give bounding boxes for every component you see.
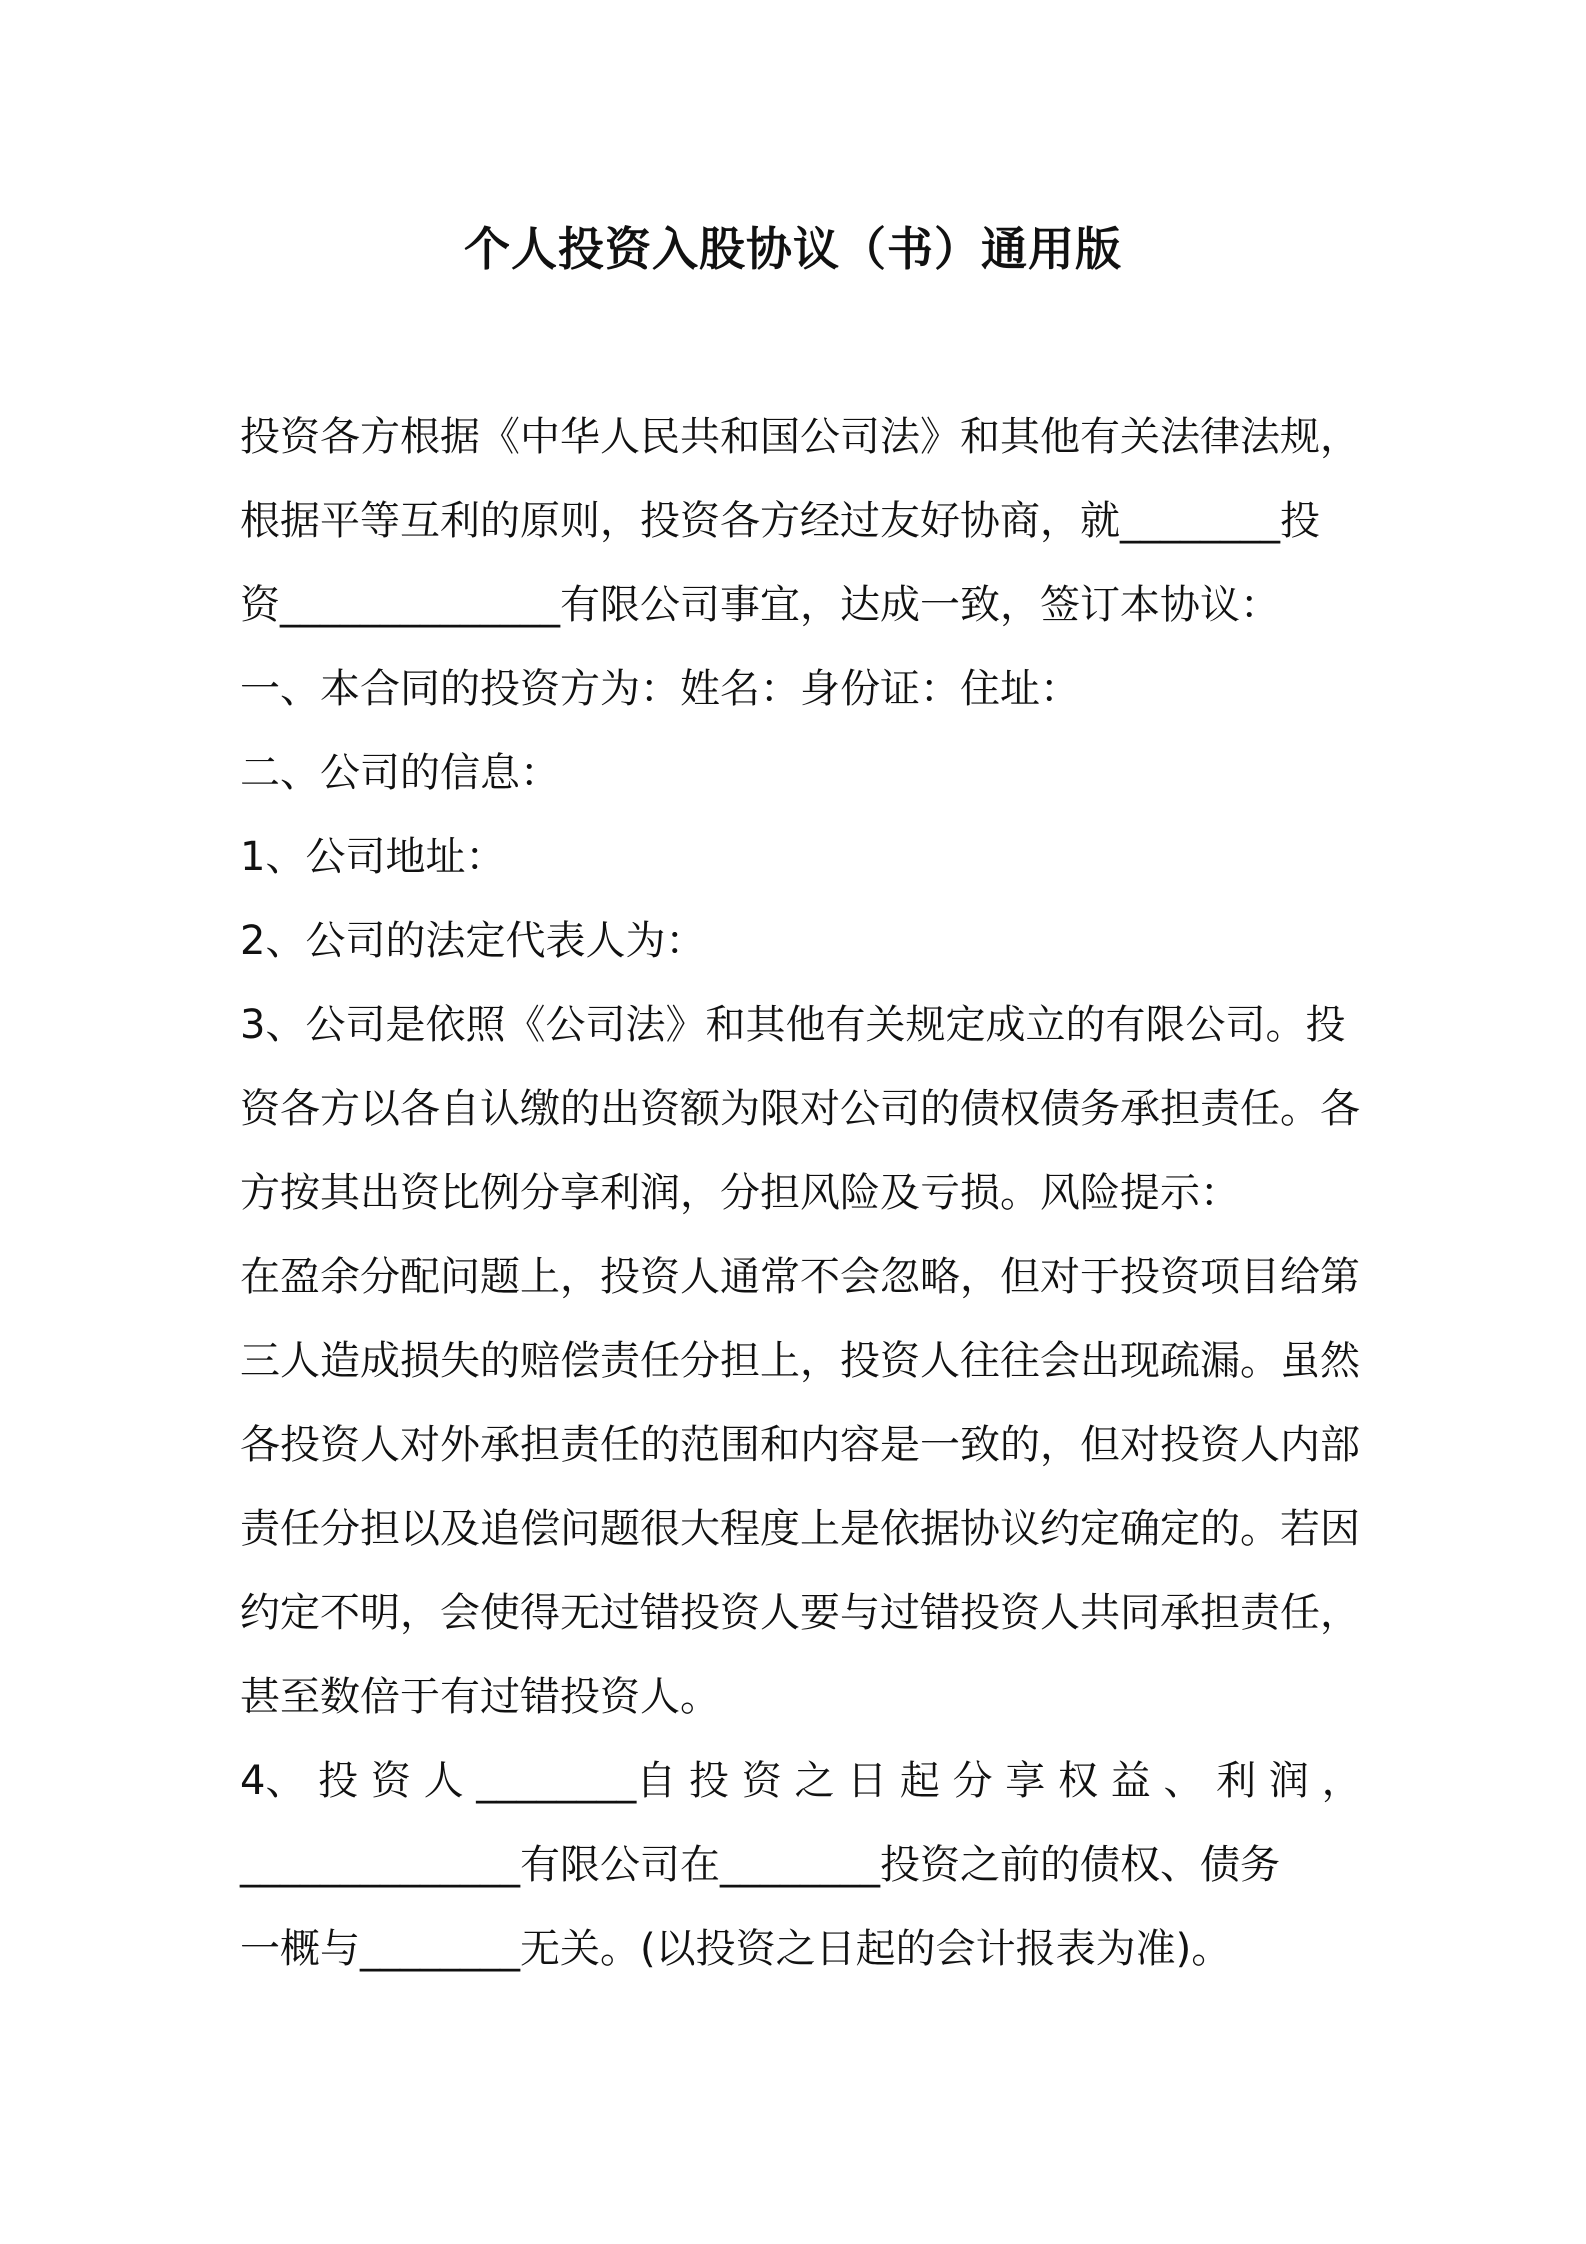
- risk-note-line: 三人造成损失的赔偿责任分担上，投资人往往会出现疏漏。虽然: [240, 1338, 1360, 1384]
- item-company-address: 1、公司地址：: [240, 834, 506, 880]
- item-four-line: ______________有限公司在________投资之前的债权、债务: [240, 1842, 1280, 1888]
- document-body: [240, 395, 1362, 1991]
- risk-note-line: 甚至数倍于有过错投资人。: [240, 1674, 720, 1720]
- paragraph-line: 资______________有限公司事宜，达成一致，签订本协议：: [240, 582, 1280, 628]
- paragraph-line: 资各方以各自认缴的出资额为限对公司的债权债务承担责任。各: [240, 1086, 1360, 1132]
- item-four-line: 4、 投 资 人 ________自 投 资 之 日 起 分 享 权 益 、 利 润 ，: [240, 1758, 1362, 1804]
- item-legal-representative: 2、公司的法定代表人为：: [240, 918, 706, 964]
- clause-one: 一、本合同的投资方为：姓名：身份证：住址：: [240, 666, 1080, 712]
- paragraph-line: 投资各方根据《中华人民共和国公司法》和其他有关法律法规，: [240, 414, 1360, 460]
- document-title: 个人投资入股协议（书）通用版: [464, 222, 1122, 276]
- item-company-type: 3、公司是依照《公司法》和其他有关规定成立的有限公司。投: [240, 1002, 1346, 1048]
- paragraph-line: 方按其出资比例分享利润，分担风险及亏损。风险提示：: [240, 1170, 1240, 1216]
- risk-note-line: 各投资人对外承担责任的范围和内容是一致的，但对投资人内部: [240, 1422, 1360, 1468]
- item-four-line: 一概与________无关。(以投资之日起的会计报表为准)。: [240, 1926, 1232, 1972]
- risk-note-line: 在盈余分配问题上，投资人通常不会忽略，但对于投资项目给第: [240, 1254, 1360, 1300]
- risk-note-line: 约定不明，会使得无过错投资人要与过错投资人共同承担责任，: [240, 1590, 1360, 1636]
- paragraph-line: 根据平等互利的原则，投资各方经过友好协商，就________投: [240, 498, 1320, 544]
- risk-note-line: 责任分担以及追偿问题很大程度上是依据协议约定确定的。若因: [240, 1506, 1360, 1552]
- clause-two: 二、公司的信息：: [240, 750, 560, 796]
